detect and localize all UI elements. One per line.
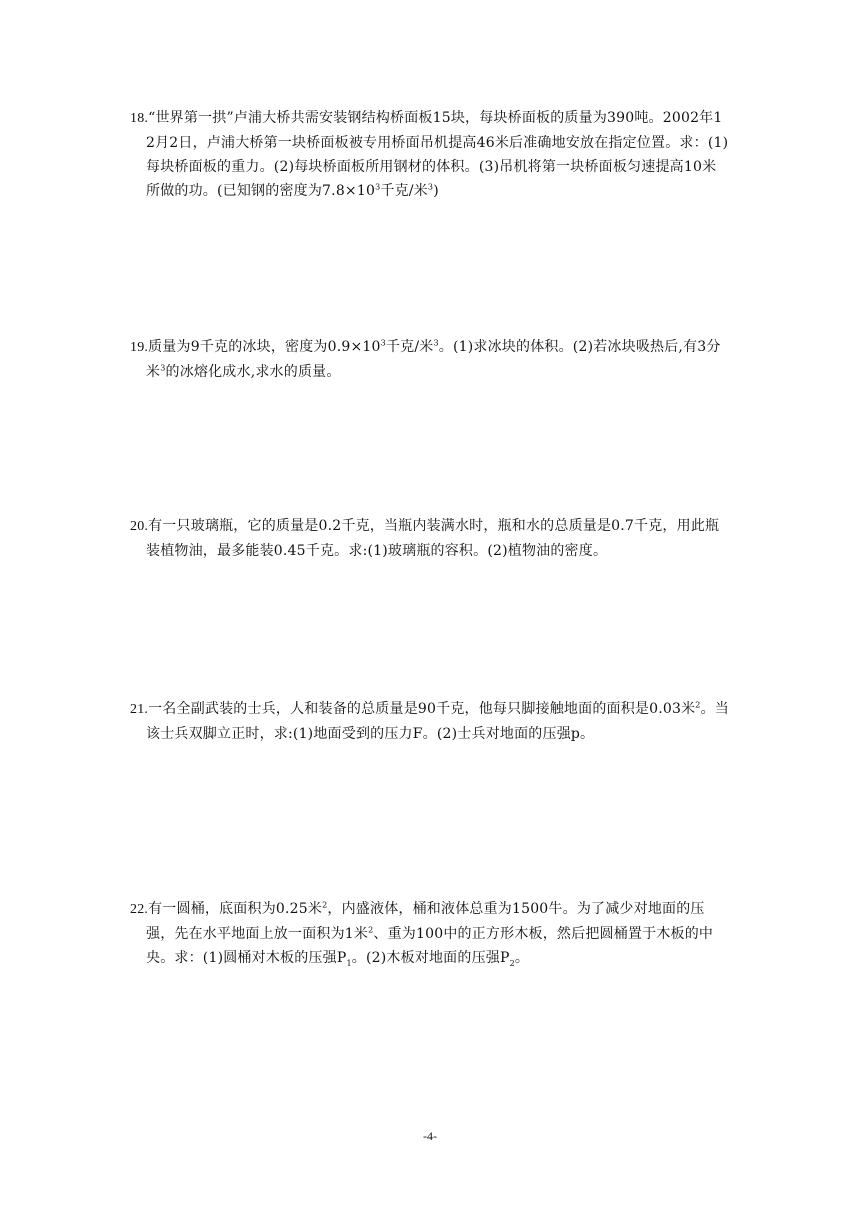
subscript: 2 xyxy=(509,958,515,968)
question-text-segment: 。(1)求冰块的体积。(2)若冰块吸热后,有3分米 xyxy=(146,339,721,380)
page-number: -4- xyxy=(423,1129,437,1143)
unit-text: 千克/米 xyxy=(380,183,428,199)
exponent: 3 xyxy=(427,182,434,192)
question-text-segment: 有一圆桶，底面积为0.25米 xyxy=(148,901,323,917)
question-text-segment: 。 xyxy=(514,950,530,966)
question-text-segment: 一名全副武装的士兵，人和装备的总质量是90千克，他每只脚接触地面的面积是0.03米 xyxy=(148,701,696,717)
question-text xyxy=(130,897,730,970)
question-text xyxy=(130,335,730,384)
exponent: 2 xyxy=(695,700,701,710)
question-text xyxy=(130,697,730,746)
exponent: 2 xyxy=(322,900,328,910)
question-number: 18. xyxy=(130,111,149,126)
question-text-segment: 质量为9千克的冰块，密度为0.9×10 xyxy=(148,339,381,355)
question-text xyxy=(130,514,730,563)
question-22 xyxy=(130,897,730,970)
exponent: 3 xyxy=(433,338,439,348)
question-number: 20. xyxy=(130,519,149,534)
question-number: 22. xyxy=(130,902,149,917)
question-text-segment: ) xyxy=(433,183,439,199)
question-text xyxy=(130,106,730,203)
question-21 xyxy=(130,697,730,746)
question-number: 21. xyxy=(130,702,149,717)
question-number: 19. xyxy=(130,340,149,355)
exponent: 3 xyxy=(160,363,166,373)
question-text-segment: “世界第一拱”卢浦大桥共需安装钢结构桥面板15块，每块桥面板的质量为390吨。2002年12月2日，卢浦大桥第一块桥面板被专用桥面吊机提高46米后准确地安放在指定位置。求：(1)每块桥面板的重力。(2)每块桥面板所用钢材的体积。(3)吊机将第一块桥面板匀速提高10米所做的功。(已知钢的密度为7.8×10 xyxy=(146,110,729,199)
question-text-segment: 。当该士兵双脚立正时，求:(1)地面受到的压力F。(2)士兵对地面的压强p。 xyxy=(146,701,729,742)
question-18 xyxy=(130,106,730,203)
question-text-segment: 。(2)木板对地面的压强P xyxy=(351,950,510,966)
exponent: 3 xyxy=(375,182,381,192)
question-19 xyxy=(130,335,730,384)
question-20 xyxy=(130,514,730,563)
subscript: 1 xyxy=(346,958,352,968)
question-text-segment: 有一只玻璃瓶，它的质量是0.2千克，当瓶内装满水时，瓶和水的总质量是0.7千克，用此瓶装植物油，最多能装0.45千克。求:(1)玻璃瓶的容积。(2)植物油的密度。 xyxy=(146,518,720,559)
question-text-segment: 、重为100中的正方形木板，然后把圆桶置于木板的中央。求：(1)圆桶对木板的压强P xyxy=(146,926,714,966)
unit-text: 千克/米 xyxy=(385,339,434,355)
exponent: 2 xyxy=(368,925,374,935)
question-text-segment: ，内盛液体，桶和液体总重为1500牛。为了减少对地面的压强，先在水平地面上放一面积为1米 xyxy=(146,901,705,942)
question-text-segment: 的冰熔化成水,求水的质量。 xyxy=(165,364,341,380)
exponent: 3 xyxy=(380,338,386,348)
